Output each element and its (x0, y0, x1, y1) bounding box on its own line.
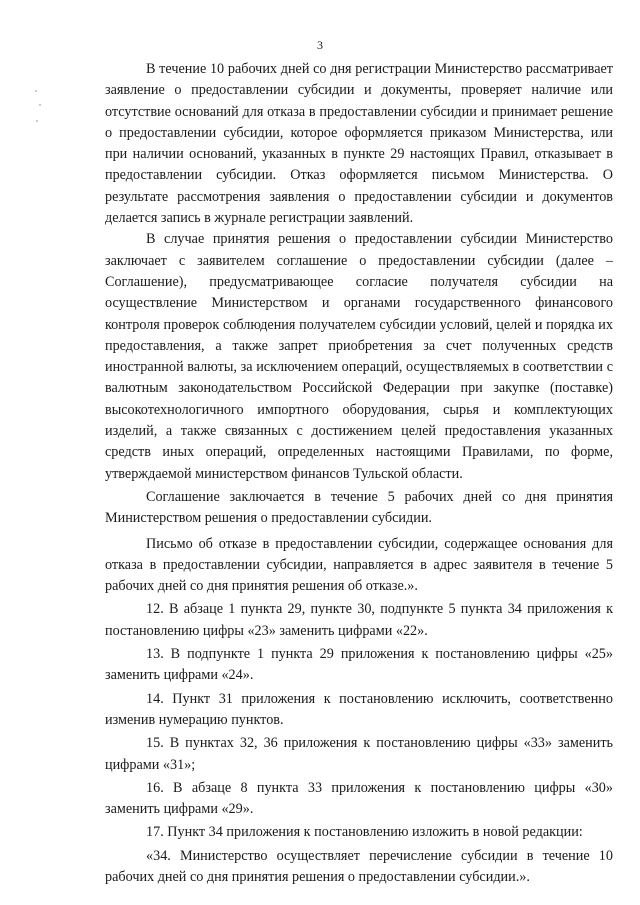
paragraph-item-14: 14. Пункт 31 приложения к постановлению исключить, соответственно изменив нумерацию пунктов. (105, 690, 613, 728)
paragraph-item-13: 13. В подпункте 1 пункта 29 приложения к постановлению цифры «25» заменить цифрами «24». (105, 646, 613, 684)
scan-specks (35, 90, 47, 130)
paragraph-agreement-deadline: Соглашение заключается в течение 5 рабочих дней со дня принятия Министерством решения о предоставлении субсидии. (105, 488, 613, 527)
document-body (105, 59, 613, 888)
scan-speck (35, 90, 37, 92)
paragraph-refusal-letter: Письмо об отказе в предоставлении субсидии, содержащее основания для отказа в предоставлении субсидии, направляется в адрес заявителя в течение 5 рабочих дней со дня принятия решения об отказе.». (105, 535, 613, 595)
paragraph-review-period: В течение 10 рабочих дней со дня регистрации Министерство рассматривает заявление о предоставлении субсидии и документы, проверяет наличие или отсутствие оснований для отказа в предоставлении субсидии и принимает решение о предоставлении субсидии, которое оформляется приказом Министерства, или при наличии оснований, указанных в пункте 29 настоящих Правил, отказывает в предоставлении субсидии. Отказ оформляется письмом Министерства. О результате рассмотрения заявления о предоставлении субсидии и документов делается запись в журнале регистрации заявлений. (105, 61, 613, 227)
scan-speck (39, 104, 41, 106)
page-number: 3 (317, 38, 323, 52)
paragraph-agreement: В случае принятия решения о предоставлении субсидии Министерство заключает с заявителем соглашение о предоставлении субсидии (далее – Соглашение), предусматривающее согласие получателя субсидии на осуществление Министерством и органами государственного финансового контроля проверок соблюдения получателем субсидии условий, целей и порядка их предоставления, а также запрет приобретения за счет полученных средств иностранной валюты, за исключением операций, осуществляемых в соответствии с валютным законодательством Российской Федерации при закупке (поставке) высокотехнологичного импортного оборудования, сырья и комплектующих изделий, а также связанных с достижением целей предоставления указанных средств иных операций, определенных настоящими Правилами, по форме, утверждаемой министерством финансов Тульской области. (105, 231, 613, 482)
paragraph-item-12: 12. В абзаце 1 пункта 29, пункте 30, подпункте 5 пункта 34 приложения к постановлению цифры «23» заменить цифрами «22». (105, 601, 613, 639)
paragraph-item-17: 17. Пункт 34 приложения к постановлению изложить в новой редакции: (146, 824, 583, 841)
scan-speck (36, 120, 38, 122)
paragraph-item-34-text: «34. Министерство осуществляет перечисление субсидии в течение 10 рабочих дней со дня принятия решения о предоставлении субсидии.». (105, 847, 613, 885)
paragraph-item-16: 16. В абзаце 8 пункта 33 приложения к постановлению цифры «30» заменить цифрами «29». (105, 779, 613, 818)
paragraph-item-15: 15. В пунктах 32, 36 приложения к постановлению цифры «33» заменить цифрами «31»; (105, 735, 613, 773)
